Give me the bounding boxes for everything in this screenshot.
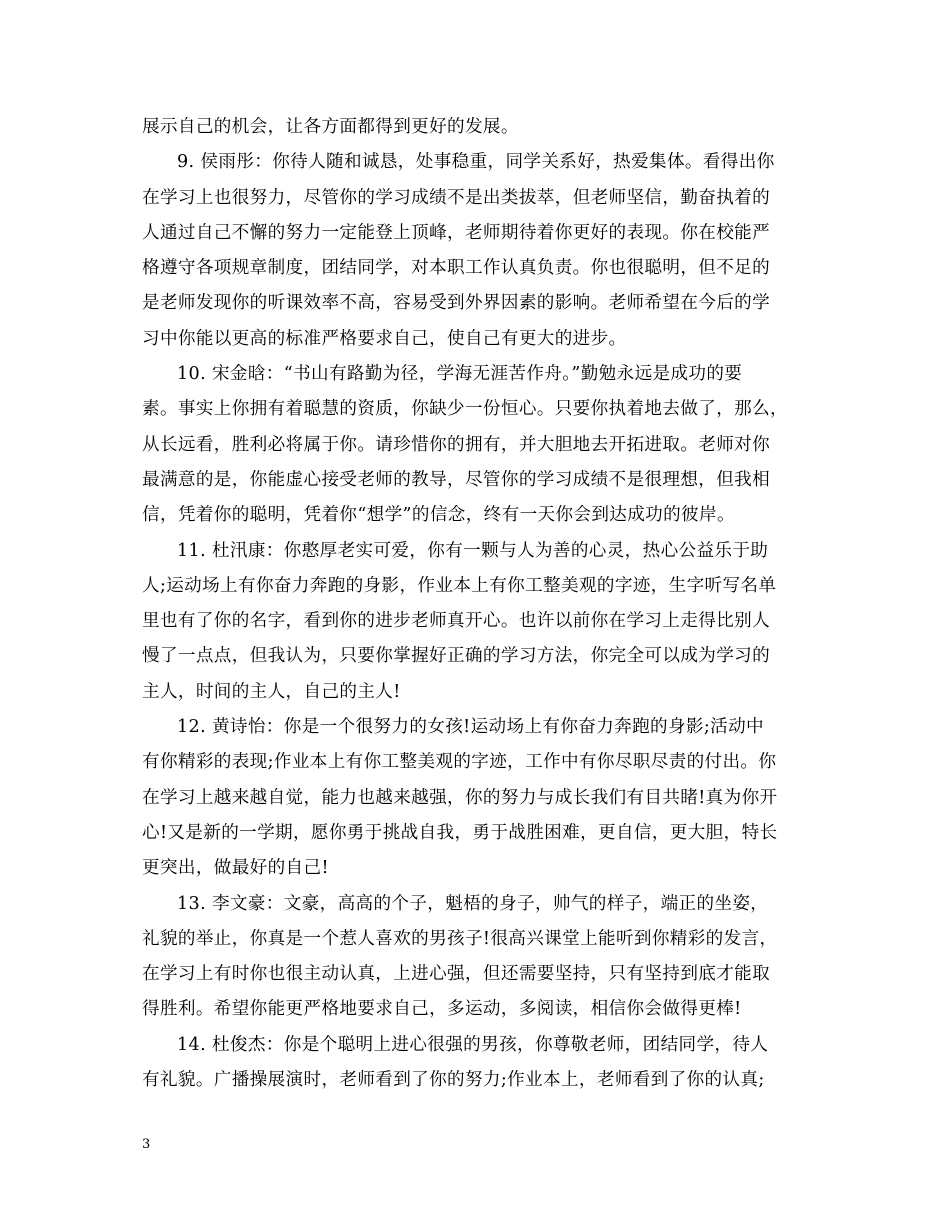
text-line: 礼貌的举止，你真是一个惹人喜欢的男孩子!很高兴课堂上能听到你精彩的发言，: [142, 928, 778, 949]
text-line: 展示自己的机会，让各方面都得到更好的发展。: [142, 117, 519, 137]
text-line: 有你精彩的表现;作业本上有你工整美观的字迹，工作中有你尽职尽责的付出。你: [142, 752, 777, 773]
page-number: 3: [142, 1137, 151, 1152]
text-line: 12. 黄诗怡：你是一个很努力的女孩!运动场上有你奋力奔跑的身影;活动中: [177, 717, 764, 738]
text-line: 9. 侯雨彤：你待人随和诚恳，处事稳重，同学关系好，热爱集体。看得出你: [177, 152, 775, 173]
text-line: 素。事实上你拥有着聪慧的资质，你缺少一份恒心。只要你执着地去做了，那么，: [142, 399, 788, 420]
text-line: 慢了一点点，但我认为，只要你掌握好正确的学习方法，你完全可以成为学习的: [142, 646, 771, 667]
text-line: 最满意的是，你能虚心接受老师的教导，尽管你的学习成绩不是很理想，但我相: [142, 469, 771, 490]
text-line: 11. 杜汛康：你憨厚老实可爱，你有一颗与人为善的心灵，热心公益乐于助: [177, 540, 769, 561]
text-line: 在学习上也很努力，尽管你的学习成绩不是出类拔萃，但老师坚信，勤奋执着的: [142, 187, 771, 208]
text-line: 13. 李文豪：文豪，高高的个子，魁梧的身子，帅气的样子，端正的坐姿，: [177, 893, 769, 914]
text-line: 格遵守各项规章制度，团结同学，对本职工作认真负责。你也很聪明，但不足的: [142, 258, 771, 279]
text-line: 14. 杜俊杰：你是个聪明上进心很强的男孩，你尊敬老师，团结同学，待人: [177, 1034, 769, 1055]
text-line: 信，凭着你的聪明，凭着你“想学”的信念，终有一天你会到达成功的彼岸。: [142, 505, 735, 526]
text-line: 里也有了你的名字，看到你的进步老师真开心。也许以前你在学习上走得比别人: [142, 611, 771, 632]
text-line: 主人，时间的主人，自己的主人!: [142, 681, 401, 702]
text-line: 习中你能以更高的标准严格要求自己，使自己有更大的进步。: [142, 328, 627, 349]
text-line: 心!又是新的一学期，愿你勇于挑战自我，勇于战胜困难，更自信，更大胆，特长: [142, 822, 778, 843]
text-line: 人;运动场上有你奋力奔跑的身影，作业本上有你工整美观的字迹，生字听写名单: [142, 575, 777, 596]
text-line: 更突出，做最好的自己!: [142, 858, 329, 879]
text-line: 人通过自己不懈的努力一定能登上顶峰，老师期待着你更好的表现。你在校能严: [142, 222, 771, 243]
body-text: [142, 110, 810, 1098]
text-line: 在学习上有时你也很主动认真，上进心强，但还需要坚持，只有坚持到底才能取: [142, 964, 771, 985]
text-line: 在学习上越来越自觉，能力也越来越强，你的努力与成长我们有目共睹!真为你开: [142, 787, 778, 808]
text-line: 得胜利。希望你能更严格地要求自己，多运动，多阅读，相信你会做得更棒!: [142, 999, 742, 1020]
text-line: 从长远看，胜利必将属于你。请珍惜你的拥有，并大胆地去开拓进取。老师对你: [142, 434, 771, 455]
text-line: 是老师发现你的听课效率不高，容易受到外界因素的影响。老师希望在今后的学: [142, 293, 771, 314]
text-line: 10. 宋金晗：“书山有路勤为径，学海无涯苦作舟。”勤勉永远是成功的要: [177, 364, 743, 385]
text-line: 有礼貌。广播操展演时，老师看到了你的努力;作业本上，老师看到了你的认真;: [142, 1070, 765, 1091]
